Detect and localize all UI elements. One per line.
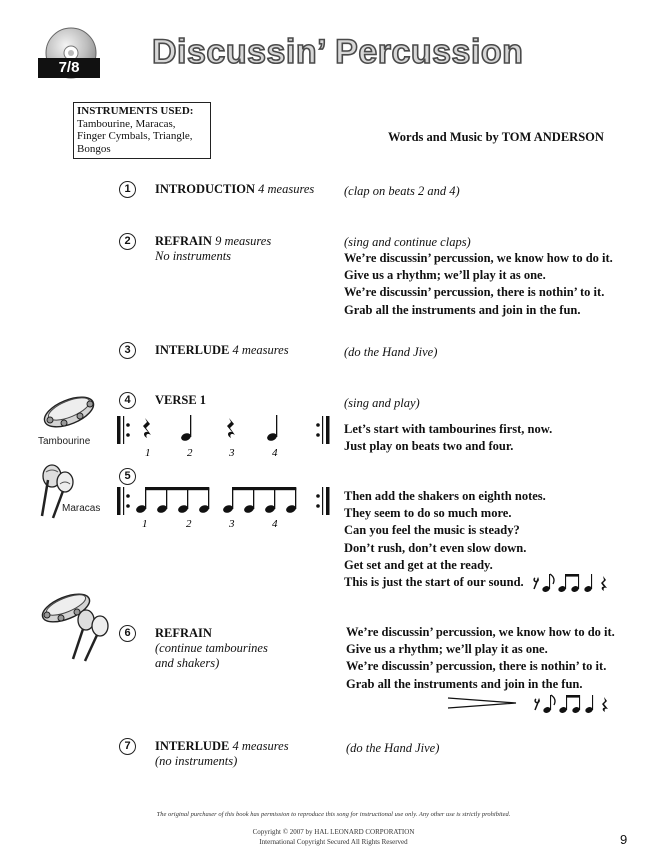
eighth-rest bbox=[534, 578, 538, 589]
rhythm-tag bbox=[532, 572, 614, 594]
section-number: 4 bbox=[119, 392, 136, 409]
section-interlude-2 bbox=[155, 739, 289, 769]
performance-cue: (clap on beats 2 and 4) bbox=[344, 184, 460, 198]
section-sub: and shakers) bbox=[155, 656, 220, 670]
repeat-start bbox=[117, 416, 130, 444]
section-name: REFRAIN bbox=[155, 234, 212, 248]
repeat-end bbox=[316, 416, 329, 444]
beat-count: 2 bbox=[186, 518, 192, 530]
beat-count: 1 bbox=[145, 447, 151, 459]
rhythm-measure-tambourine bbox=[115, 412, 335, 460]
section-interlude bbox=[155, 343, 289, 358]
section-sub: No instruments bbox=[155, 249, 232, 263]
section-name: REFRAIN bbox=[155, 626, 212, 640]
eighth-note bbox=[541, 574, 554, 593]
eighth-note-group bbox=[222, 487, 297, 514]
instruments-heading: INSTRUMENTS USED: bbox=[77, 105, 194, 117]
page-number: 9 bbox=[620, 832, 628, 847]
permission-note: The original purchaser of this book has permission to reproduce this song for instructional use only. Any other use is strictly prohibited. bbox=[156, 811, 511, 818]
section-number: 3 bbox=[119, 342, 136, 359]
quarter-note bbox=[266, 415, 278, 442]
copyright-line: Copyright © 2007 by HAL LEONARD CORPORATION bbox=[252, 828, 415, 836]
section-detail: 4 measures bbox=[232, 739, 289, 753]
page-title: Discussin’ Percussion bbox=[152, 33, 524, 71]
eighth-note-pair bbox=[557, 574, 579, 593]
section-sub: (no instruments) bbox=[155, 754, 238, 768]
lyrics-block bbox=[344, 488, 546, 591]
lyric-line: Then add the shakers on eighth notes. bbox=[344, 489, 546, 503]
section-name: INTERLUDE bbox=[155, 739, 230, 753]
quarter-note bbox=[180, 415, 192, 442]
repeat-end bbox=[316, 487, 329, 515]
section-detail: 9 measures bbox=[215, 234, 272, 248]
lyric-line: Grab all the instruments and join in the fun. bbox=[344, 302, 581, 317]
section-intro bbox=[155, 182, 314, 197]
eighth-note-pair bbox=[558, 695, 580, 714]
section-number: 5 bbox=[119, 468, 136, 485]
lyric-line: We’re discussin’ percussion, we know how to do it. bbox=[346, 625, 615, 639]
quarter-rest bbox=[602, 697, 608, 712]
quarter-note bbox=[583, 574, 592, 593]
maracas-label: Maracas bbox=[62, 503, 101, 514]
lyric-line: Give us a rhythm; we’ll play it as one. bbox=[346, 642, 548, 657]
lyric-line: Give us a rhythm; we’ll play it as one. bbox=[344, 268, 546, 283]
section-refrain-2 bbox=[155, 626, 268, 671]
lyric-line: Just play on beats two and four. bbox=[344, 439, 514, 454]
beat-count: 4 bbox=[272, 447, 278, 459]
beat-count: 3 bbox=[229, 447, 235, 459]
section-number: 1 bbox=[119, 181, 136, 198]
section-detail: 4 measures bbox=[232, 343, 289, 357]
copyright-line: International Copyright Secured All Rights Reserved bbox=[259, 838, 408, 846]
lyric-line: Don’t rush, don’t even slow down. bbox=[344, 540, 527, 555]
lyric-line: This is just the start of our sound. bbox=[344, 574, 524, 589]
eighth-rest bbox=[535, 699, 539, 710]
lyrics-block bbox=[344, 250, 613, 319]
beat-count: 2 bbox=[187, 447, 193, 459]
track-badge: 7/8 bbox=[38, 58, 100, 78]
quarter-rest bbox=[227, 418, 235, 438]
performance-cue: (do the Hand Jive) bbox=[344, 345, 438, 359]
performance-cue: (sing and play) bbox=[344, 396, 420, 410]
instruments-used-box bbox=[73, 102, 211, 159]
performance-cue: (sing and continue claps) bbox=[344, 235, 471, 249]
instruments-line: Bongos bbox=[77, 142, 111, 155]
lyric-line: We’re discussin’ percussion, there is nothin’ to it. bbox=[346, 659, 607, 674]
lyric-line: Let’s start with tambourines first, now. bbox=[344, 422, 553, 436]
quarter-rest bbox=[601, 576, 607, 591]
lyrics-block bbox=[346, 624, 615, 693]
instruments-line: Finger Cymbals, Triangle, bbox=[77, 130, 193, 142]
eighth-note-group bbox=[135, 487, 210, 514]
lyric-line: They seem to do so much more. bbox=[344, 506, 512, 521]
eighth-note bbox=[542, 695, 555, 714]
section-name: INTRODUCTION bbox=[155, 182, 256, 196]
decrescendo-rhythm bbox=[446, 692, 616, 716]
instruments-line: Tambourine, Maracas, bbox=[77, 117, 176, 130]
beat-count: 3 bbox=[229, 518, 235, 530]
section-refrain bbox=[155, 234, 271, 264]
lyric-line: Can you feel the music is steady? bbox=[344, 523, 520, 538]
section-verse bbox=[155, 393, 206, 408]
section-number: 7 bbox=[119, 738, 136, 755]
lyric-line: Grab all the instruments and join in the fun. bbox=[346, 676, 583, 691]
repeat-start bbox=[117, 487, 130, 515]
section-sub: (continue tambourines bbox=[155, 641, 268, 655]
section-detail: 4 measures bbox=[258, 182, 315, 196]
tambourine-icon bbox=[40, 390, 98, 430]
section-name: INTERLUDE bbox=[155, 343, 230, 357]
lyric-line: We’re discussin’ percussion, there is nothin’ to it. bbox=[344, 285, 605, 300]
tambourine-label: Tambourine bbox=[38, 436, 91, 447]
credits: Words and Music by TOM ANDERSON bbox=[388, 130, 604, 144]
rhythm-measure-maracas bbox=[115, 483, 335, 531]
performance-cue: (do the Hand Jive) bbox=[346, 741, 440, 755]
beat-count: 1 bbox=[142, 518, 148, 530]
section-number: 2 bbox=[119, 233, 136, 250]
quarter-rest bbox=[143, 418, 151, 438]
lyric-line: We’re discussin’ percussion, we know how to do it. bbox=[344, 251, 613, 265]
section-name: VERSE 1 bbox=[155, 393, 207, 407]
quarter-note bbox=[584, 695, 593, 714]
beat-count: 4 bbox=[272, 518, 278, 530]
lyrics-block bbox=[344, 421, 552, 455]
tambourine-maracas-icon bbox=[38, 586, 118, 664]
decrescendo-hairpin bbox=[448, 698, 516, 708]
section-number: 6 bbox=[119, 625, 136, 642]
lyric-line: Get set and get at the ready. bbox=[344, 557, 493, 572]
